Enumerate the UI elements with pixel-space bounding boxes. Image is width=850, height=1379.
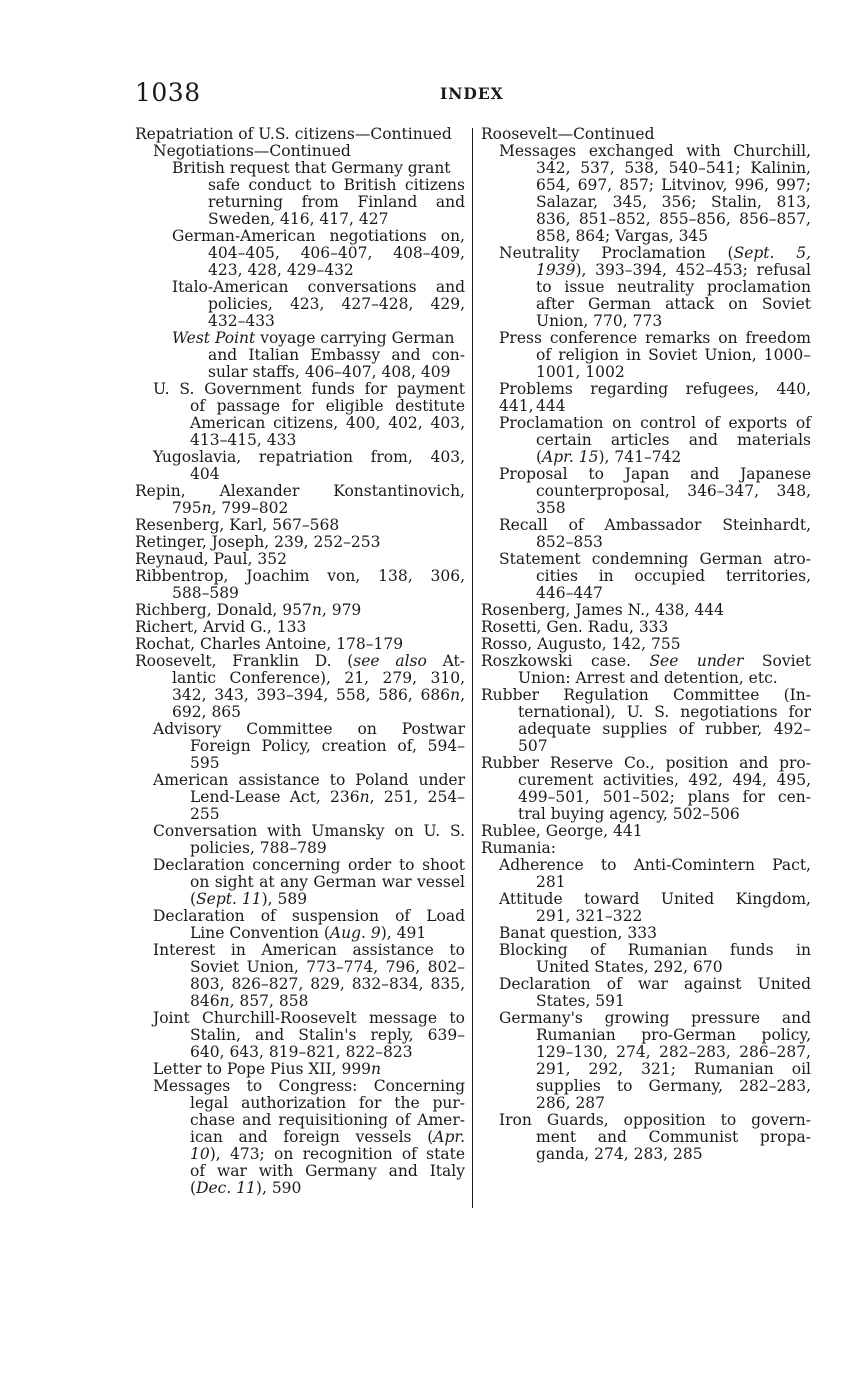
index-line: 446–447	[536, 584, 603, 602]
index-line: 255	[190, 805, 220, 823]
index-line: Rosetti, Gen. Radu, 333	[481, 618, 669, 636]
index-line: after German attack on Soviet	[536, 295, 811, 313]
index-line: West Point voyage carrying German	[172, 329, 455, 347]
index-line: Rumania:	[481, 839, 556, 857]
index-line: Richberg, Donald, 957n, 979	[135, 601, 362, 619]
index-line: tral buying agency, 502–506	[518, 805, 740, 823]
index-line: Interest in American assistance to	[153, 941, 465, 959]
index-line: Neutrality Proclamation (Sept. 5,	[499, 244, 812, 262]
index-line: 803, 826–827, 829, 832–834, 835,	[190, 975, 465, 993]
index-line: 10), 473; on recognition of state	[190, 1145, 465, 1163]
index-line: Stalin, and Stalin's reply, 639–	[190, 1026, 465, 1044]
index-line: Repin, Alexander Konstantinovich,	[135, 482, 465, 500]
index-line: (Sept. 11), 589	[190, 890, 308, 908]
index-line: Conversation with Umansky on U. S.	[153, 822, 465, 840]
index-line: British request that Germany grant	[172, 159, 451, 177]
index-line: chase and requisitioning of Amer-	[190, 1111, 465, 1129]
index-line: Ribbentrop, Joachim von, 138, 306,	[135, 567, 465, 585]
index-line: Retinger, Joseph, 239, 252–253	[135, 533, 381, 551]
index-line: Roosevelt, Franklin D. (see also At-	[135, 652, 465, 670]
index-line: safe conduct to British citizens	[208, 176, 465, 194]
index-line: lantic Conference), 21, 279, 310,	[172, 669, 465, 687]
page-number: 1038	[135, 78, 201, 107]
index-line: 129–130, 274, 282–283, 286–287,	[536, 1043, 811, 1061]
index-line: Messages exchanged with Churchill,	[499, 142, 811, 160]
index-line: Negotiations—Continued	[153, 142, 351, 160]
index-line: curement activities, 492, 494, 495,	[518, 771, 811, 789]
index-line: ment and Communist propa-	[536, 1128, 811, 1146]
index-line: 852–853	[536, 533, 603, 551]
index-line: Messages to Congress: Concerning	[153, 1077, 465, 1095]
index-line: 413–415, 433	[190, 431, 297, 449]
index-line: Rochat, Charles Antoine, 178–179	[135, 635, 404, 653]
index-line: policies, 788–789	[190, 839, 327, 857]
index-line: legal authorization for the pur-	[190, 1094, 465, 1112]
index-line: of passage for eligible destitute	[190, 397, 465, 415]
index-line: Roosevelt—Continued	[481, 125, 655, 143]
index-line: Rosenberg, James N., 438, 444	[481, 601, 724, 619]
index-line: (Dec. 11), 590	[190, 1179, 302, 1197]
index-line: 281	[536, 873, 566, 891]
index-line: Sweden, 416, 417, 427	[208, 210, 389, 228]
index-line: Repatriation of U.S. citizens—Continued	[135, 125, 452, 143]
index-line: United States, 292, 670	[536, 958, 723, 976]
index-line: Rubber Reserve Co., position and pro-	[481, 754, 811, 772]
index-line: Declaration of suspension of Load	[153, 907, 465, 925]
index-line: 654, 697, 857; Litvinov, 996, 997;	[536, 176, 811, 194]
index-line: 342, 343, 393–394, 558, 586, 686n,	[172, 686, 465, 704]
index-line: Foreign Policy, creation of, 594–	[190, 737, 465, 755]
index-line: 291, 321–322	[536, 907, 643, 925]
index-line: counterproposal, 346–347, 348,	[536, 482, 811, 500]
index-line: 846n, 857, 858	[190, 992, 309, 1010]
index-line: Italo-American conversations and	[172, 278, 465, 296]
index-line: sular staffs, 406–407, 408, 409	[208, 363, 451, 381]
index-line: Rublee, George, 441	[481, 822, 643, 840]
index-line: Union, 770, 773	[536, 312, 663, 330]
index-column-right	[481, 126, 811, 1163]
index-line: adequate supplies of rubber, 492–	[518, 720, 811, 738]
index-line: ganda, 274, 283, 285	[536, 1145, 703, 1163]
index-line: Reynaud, Paul, 352	[135, 550, 287, 568]
index-line: to issue neutrality proclamation	[536, 278, 811, 296]
index-line: Richert, Arvid G., 133	[135, 618, 307, 636]
index-line: 795n, 799–802	[172, 499, 289, 517]
index-line: Advisory Committee on Postwar	[153, 720, 465, 738]
index-column-left	[135, 126, 465, 1197]
index-line: Proposal to Japan and Japanese	[499, 465, 811, 483]
index-line: American assistance to Poland under	[153, 771, 465, 789]
index-line: Union: Arrest and detention, etc.	[518, 669, 778, 687]
index-line: 358	[536, 499, 566, 517]
index-line: cities in occupied territories,	[536, 567, 811, 585]
index-line: 595	[190, 754, 220, 772]
index-line: 692, 865	[172, 703, 242, 721]
index-line: Recall of Ambassador Steinhardt,	[499, 516, 811, 534]
index-line: 640, 643, 819–821, 822–823	[190, 1043, 413, 1061]
index-line: on sight at any German war vessel	[190, 873, 465, 891]
index-line: 432–433	[208, 312, 275, 330]
index-line: Declaration concerning order to shoot	[153, 856, 465, 874]
index-line: 423, 428, 429–432	[208, 261, 354, 279]
index-line: Rumanian pro-German policy,	[536, 1026, 811, 1044]
index-line: (Apr. 15), 741–742	[536, 448, 682, 466]
index-line: 342, 537, 538, 540–541; Kalinin,	[536, 159, 811, 177]
index-line: Salazar, 345, 356; Stalin, 813,	[536, 193, 811, 211]
index-line: certain articles and materials	[536, 431, 811, 449]
index-line: Rubber Regulation Committee (In-	[481, 686, 811, 704]
index-line: Iron Guards, opposition to govern-	[499, 1111, 811, 1129]
index-line: American citizens, 400, 402, 403,	[190, 414, 465, 432]
index-line: Rosso, Augusto, 142, 755	[481, 635, 681, 653]
index-line: 286, 287	[536, 1094, 606, 1112]
index-line: Blocking of Rumanian funds in	[499, 941, 811, 959]
index-line: 836, 851–852, 855–856, 856–857,	[536, 210, 811, 228]
index-line: Declaration of war against United	[499, 975, 811, 993]
index-line: Line Convention (Aug. 9), 491	[190, 924, 427, 942]
index-line: and Italian Embassy and con-	[208, 346, 465, 364]
index-line: States, 591	[536, 992, 625, 1010]
index-line: Roszkowski case. See under Soviet	[481, 652, 811, 670]
index-line: 404–405, 406–407, 408–409,	[208, 244, 465, 262]
index-line: Press conference remarks on freedom	[499, 329, 811, 347]
index-line: Statement condemning German atro-	[499, 550, 811, 568]
index-line: 858, 864; Vargas, 345	[536, 227, 709, 245]
index-line: 1001, 1002	[536, 363, 625, 381]
index-line: Yugoslavia, repatriation from, 403,	[153, 448, 465, 466]
index-line: 507	[518, 737, 548, 755]
index-line: 291, 292, 321; Rumanian oil	[536, 1060, 811, 1078]
index-line: supplies to Germany, 282–283,	[536, 1077, 811, 1095]
page-title: INDEX	[440, 84, 504, 103]
index-line: German-American negotiations on,	[172, 227, 465, 245]
index-line: 499–501, 501–502; plans for cen-	[518, 788, 811, 806]
index-line: ican and foreign vessels (Apr.	[190, 1128, 465, 1146]
index-line: Joint Churchill-Roosevelt message to	[153, 1009, 465, 1027]
index-line: Lend-Lease Act, 236n, 251, 254–	[190, 788, 465, 806]
index-line: Problems regarding refugees, 440, 441,	[499, 380, 811, 415]
index-line: Resenberg, Karl, 567–568	[135, 516, 340, 534]
index-line: 444	[536, 397, 566, 415]
index-line: Germany's growing pressure and	[499, 1009, 811, 1027]
index-line: Adherence to Anti-Comintern Pact,	[499, 856, 811, 874]
index-line: policies, 423, 427–428, 429,	[208, 295, 465, 313]
index-line: Proclamation on control of exports of	[499, 414, 811, 432]
index-line: 1939), 393–394, 452–453; refusal	[536, 261, 811, 279]
index-line: U. S. Government funds for payment	[153, 380, 465, 398]
index-line: Attitude toward United Kingdom,	[499, 890, 811, 908]
index-line: Banat question, 333	[499, 924, 657, 942]
index-line: 404	[190, 465, 220, 483]
index-line: Soviet Union, 773–774, 796, 802–	[190, 958, 465, 976]
column-divider	[472, 128, 473, 1208]
index-line: Letter to Pope Pius XII, 999n	[153, 1060, 382, 1078]
index-line: 588–589	[172, 584, 239, 602]
index-line: ternational), U. S. negotiations for	[518, 703, 811, 721]
index-line: of war with Germany and Italy	[190, 1162, 465, 1180]
index-line: returning from Finland and	[208, 193, 465, 211]
index-line: of religion in Soviet Union, 1000–	[536, 346, 811, 364]
